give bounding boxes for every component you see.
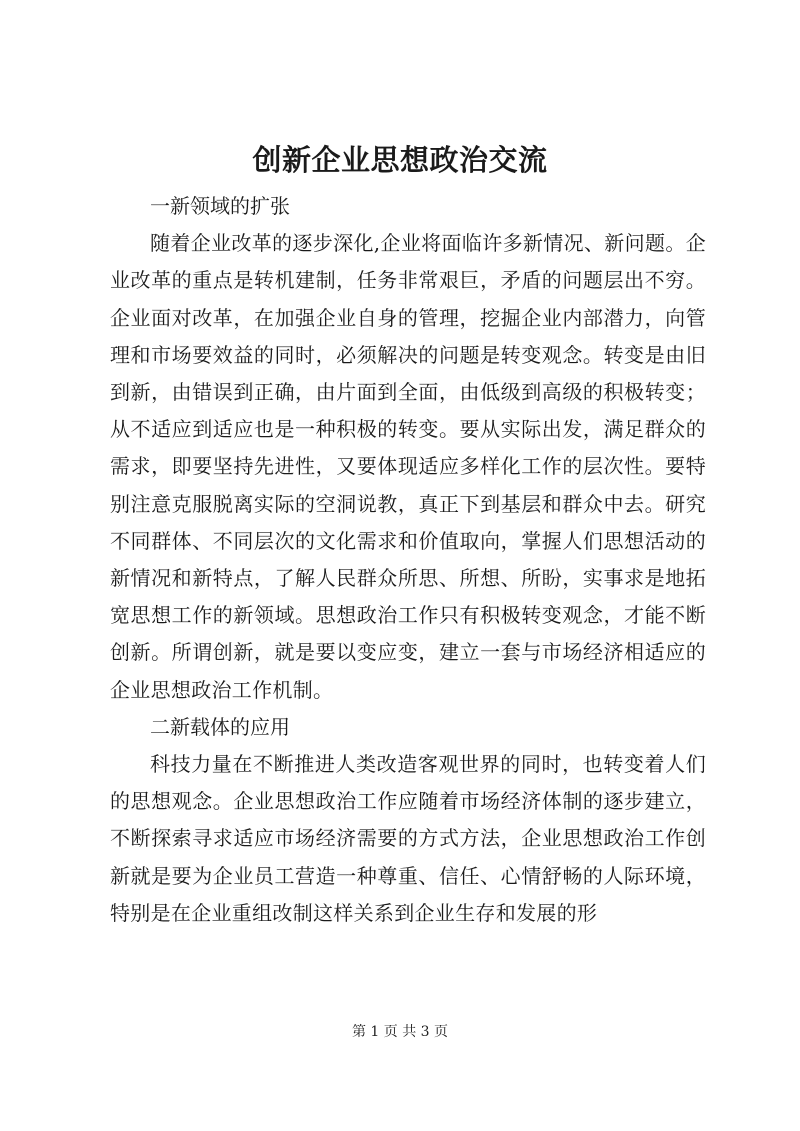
section-heading-1: 一新领域的扩张 <box>150 194 290 218</box>
document-title: 创新企业思想政治交流 <box>252 143 548 177</box>
document-body <box>110 188 706 932</box>
section-paragraph-1: 随着企业改革的逐步深化,企业将面临许多新情况、新问题。企业改革的重点是转机建制，任务非常艰巨，矛盾的问题层出不穷。企业面对改革，在加强企业自身的管理，挖掘企业内部潜力，向管理和市场要效益的同时，必须解决的问题是转变观念。转变是由旧到新，由错误到正确，由片面到全面，由低级到高级的积极转变；从不适应到适应也是一种积极的转变。要从实际出发，满足群众的需求，即要坚持先进性，又要体现适应多样化工作的层次性。要特别注意克服脱离实际的空洞说教，真正下到基层和群众中去。研究不同群体、不同层次的文化需求和价值取向，掌握人们思想活动的新情况和新特点，了解人民群众所思、所想、所盼，实事求是地拓宽思想工作的新领域。思想政治工作只有积极转变观念，才能不断创新。所谓创新，就是要以变应变，建立一套与市场经济相适应的企业思想政治工作机制。 <box>110 231 706 702</box>
section-heading-2: 二新载体的应用 <box>150 714 290 739</box>
section-paragraph-2: 科技力量在不断推进人类改造客观世界的同时，也转变着人们的思想观念。企业思想政治工作应随着市场经济体制的逐步建立，不断探索寻求适应市场经济需要的方式方法，企业思想政治工作创新就是要为企业员工营造一种尊重、信任、心情舒畅的人际环境，特别是在企业重组改制这样关系到企业生存和发展的形 <box>110 752 706 925</box>
page-footer: 第 1 页 共 3 页 <box>351 1024 449 1040</box>
